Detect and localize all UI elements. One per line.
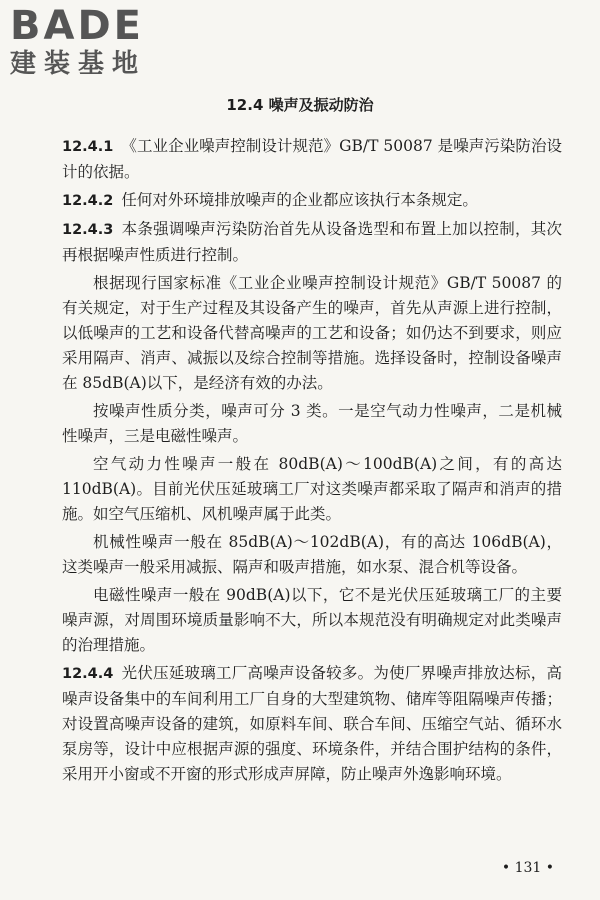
clause-12-4-1 [62,134,562,185]
clause-number: 12.4.2 [62,193,114,209]
page-number: • 131 • [501,860,554,876]
clause-12-4-2 [62,188,562,214]
clause-number: 12.4.3 [62,222,114,238]
clause-number: 12.4.1 [62,139,114,155]
body-paragraph: 按噪声性质分类，噪声可分 3 类。一是空气动力性噪声，二是机械性噪声，三是电磁性噪声。 [62,402,562,445]
clause-text: 光伏压延玻璃工厂高噪声设备较多。为使厂界噪声排放达标，高噪声设备集中的车间利用工厂自身的大型建筑物、储库等阻隔噪声传播；对设置高噪声设备的建筑，如原料车间、联合车间、压缩空气站、循环水泵房等，设计中应根据声源的强度、环境条件，并结合围护结构的条件，采用开小窗或不开窗的形式形成声屏障，防止噪声外逸影响环境。 [62,664,562,783]
clause-text: 本条强调噪声污染防治首先从设备选型和布置上加以控制，其次再根据噪声性质进行控制。 [62,220,562,264]
body-paragraph: 机械性噪声一般在 85dB(A)～102dB(A)，有的高达 106dB(A)，这类噪声一般采用减振、隔声和吸声措施，如水泵、混合机等设备。 [62,533,562,576]
clause-text: 任何对外环境排放噪声的企业都应该执行本条规定。 [121,191,478,209]
clause-12-4-3 [62,217,562,268]
clause-number: 12.4.4 [62,666,114,682]
clause-text: 《工业企业噪声控制设计规范》GB/T 50087 是噪声污染防治设计的依据。 [62,137,562,181]
body-paragraph: 电磁性噪声一般在 90dB(A)以下，它不是光伏压延玻璃工厂的主要噪声源，对周围环境质量影响不大，所以本规范没有明确规定对此类噪声的治理措施。 [62,586,562,654]
section-title: 12.4 噪声及振动防治 [226,96,374,114]
body-paragraph: 空气动力性噪声一般在 80dB(A)～100dB(A)之间，有的高达 110dB(A)。目前光伏压延玻璃工厂对这类噪声都采取了隔声和消声的措施。如空气压缩机、风机噪声属于此类。 [62,455,562,523]
logo-tagline: 建装基地 [10,49,147,79]
clause-12-4-4 [62,661,562,787]
document-body [62,134,562,790]
logo-brand-text: BADE [10,3,144,49]
body-paragraph: 根据现行国家标准《工业企业噪声控制设计规范》GB/T 50087 的有关规定，对于生产过程及其设备产生的噪声，首先从声源上进行控制，以低噪声的工艺和设备代替高噪声的工艺和设备；如仍达不到要求，则应采用隔声、消声、减振以及综合控制等措施。选择设备时，控制设备噪声在 85dB(A)以下，是经济有效的办法。 [62,274,562,392]
brand-logo [10,4,175,80]
